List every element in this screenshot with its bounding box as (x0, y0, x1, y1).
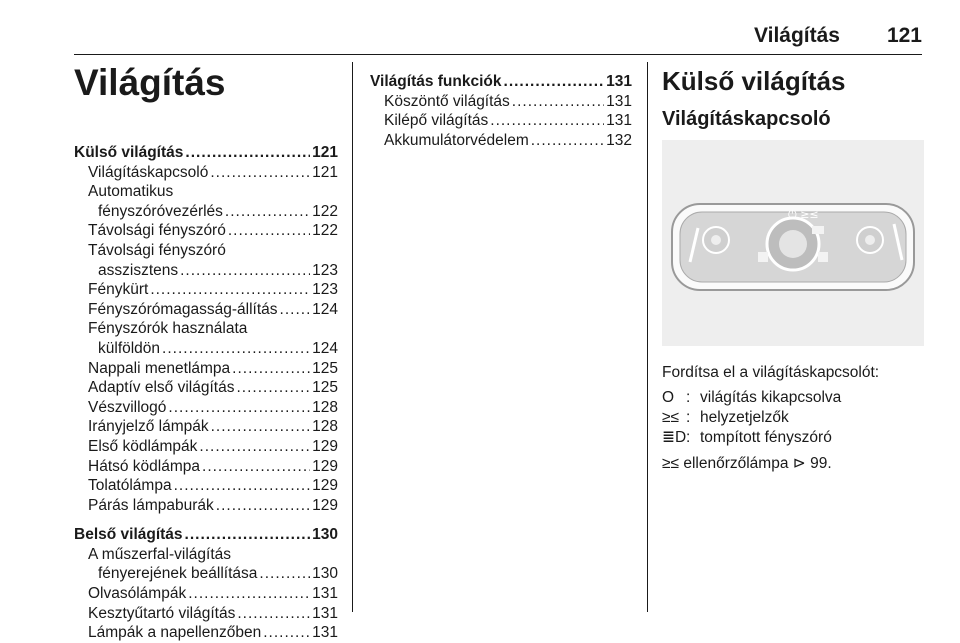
toc-entry[interactable] (74, 496, 338, 516)
toc-entry-title: Olvasólámpák (88, 585, 187, 603)
toc-dot-leader (236, 378, 310, 398)
toc-entry-title: Belső világítás (74, 526, 183, 544)
svg-text:⏻ ≥≤: ⏻ ≥≤ (788, 208, 819, 221)
toc-dot-leader (180, 261, 310, 281)
toc-entry-title: Fényszórók használata (88, 320, 248, 338)
light-switch-figure (662, 140, 924, 346)
toc-entry-page: 128 (312, 398, 338, 416)
toc-dot-leader (216, 496, 310, 516)
column-divider-2 (647, 62, 648, 612)
toc-entry-title: Hátsó ködlámpa (88, 457, 201, 475)
toc-dot-leader (512, 92, 604, 112)
toc-entry-page: 131 (606, 112, 632, 130)
toc-dot-leader (504, 72, 605, 92)
toc-entry-page: 122 (312, 222, 338, 240)
light-switch-illustration (662, 140, 924, 346)
toc-entry-title: Távolsági fényszóró (88, 222, 226, 240)
toc-entry[interactable] (74, 437, 338, 457)
column-divider-1 (352, 62, 353, 612)
toc-entry-page: 131 (606, 92, 632, 110)
toc-entry-page: 130 (312, 526, 338, 544)
legend-row (662, 428, 841, 448)
toc-entry[interactable] (74, 398, 338, 418)
toc-entry-page: 131 (312, 585, 338, 603)
section-heading: Külső világítás (662, 66, 846, 96)
toc-entry[interactable] (370, 111, 632, 131)
toc-entry-title: Lámpák a napellenzőben (88, 624, 262, 642)
toc-entry[interactable] (74, 221, 338, 241)
toc-entry[interactable] (74, 182, 338, 202)
toc-entry-page: 121 (312, 144, 338, 161)
legend-separator: : (686, 409, 691, 426)
toc-entry-page: 125 (312, 379, 338, 397)
reference-arrow-icon: ⊳ (792, 455, 806, 472)
legend-text: világítás kikapcsolva (700, 389, 842, 406)
legend-separator: : (686, 389, 691, 406)
toc-entry-title: Fénykürt (88, 281, 149, 299)
legend-symbol-icon: ≣D (662, 429, 687, 446)
toc-dot-leader (150, 280, 310, 300)
header-title: Világítás (754, 24, 840, 47)
toc-dot-leader (225, 202, 310, 222)
switch-caption: Fordítsa el a világításkapcsolót: (662, 364, 880, 381)
toc-entry[interactable] (74, 319, 338, 339)
toc-entry-page: 123 (312, 281, 338, 299)
toc-dot-leader (280, 300, 311, 320)
toc-entry-title: Köszöntő világítás (384, 92, 510, 110)
legend-row (662, 388, 841, 408)
toc-dot-leader (490, 111, 604, 131)
toc-entry-title: fényszóróvezérlés (98, 202, 223, 220)
toc-entry[interactable] (74, 163, 338, 183)
toc-dot-leader (162, 339, 310, 359)
legend-symbol-icon: O (662, 389, 675, 406)
toc-dot-leader (168, 398, 310, 418)
toc-entry[interactable] (74, 476, 338, 496)
toc-dot-leader (188, 584, 310, 604)
toc-entry-title: Külső világítás (74, 144, 184, 161)
legend-separator: : (686, 429, 691, 446)
toc-entry-title: Világításkapcsoló (88, 163, 209, 181)
toc-entry-page: 123 (312, 261, 338, 279)
toc-entry[interactable] (74, 300, 338, 320)
toc-entry-title: Kilépő világítás (384, 112, 489, 130)
legend-text: tompított fényszóró (700, 429, 832, 446)
toc-entry-title: Kesztyűtartó világítás (88, 604, 236, 622)
lamp-note (662, 454, 832, 473)
toc-entry-title: Akkumulátorvédelem (384, 131, 529, 149)
toc-left-column (74, 143, 338, 643)
toc-dot-leader (174, 476, 311, 496)
toc-list-left (74, 143, 338, 643)
toc-entry[interactable] (74, 525, 338, 545)
toc-entry[interactable] (74, 457, 338, 477)
toc-entry[interactable] (74, 417, 338, 437)
lamp-note-text: ellenőrzőlámpa (683, 455, 789, 472)
toc-dot-leader (199, 437, 310, 457)
toc-entry[interactable] (74, 339, 338, 359)
toc-dot-leader (228, 221, 310, 241)
toc-entry-page: 121 (312, 163, 338, 181)
toc-entry[interactable] (74, 584, 338, 604)
toc-entry[interactable] (74, 241, 338, 261)
side-lights-icon: ≥≤ (662, 455, 680, 472)
toc-entry-page: 128 (312, 418, 338, 436)
toc-entry[interactable] (74, 604, 338, 624)
toc-dot-leader (211, 417, 311, 437)
toc-entry-page: 131 (312, 604, 338, 622)
toc-entry-title: Nappali menetlámpa (88, 359, 231, 377)
toc-dot-leader (263, 623, 310, 643)
toc-entry-page: 131 (312, 624, 338, 642)
section-subheading: Világításkapcsoló (662, 108, 831, 130)
toc-entry-title: fényerejének beállítása (98, 565, 258, 583)
toc-dot-leader (185, 143, 310, 163)
toc-entry-title: Párás lámpaburák (88, 496, 214, 514)
toc-entry[interactable] (74, 261, 338, 281)
toc-entry-page: 130 (312, 565, 338, 583)
toc-entry-title: külföldön (98, 339, 161, 357)
header-rule (74, 54, 922, 55)
toc-entry-page: 125 (312, 359, 338, 377)
toc-entry-page: 129 (312, 477, 338, 495)
toc-list-middle (370, 72, 632, 150)
toc-entry-page: 129 (312, 457, 338, 475)
toc-entry[interactable] (370, 72, 632, 92)
symbol-legend (662, 388, 841, 448)
toc-entry-page: 122 (312, 202, 338, 220)
toc-dot-leader (232, 359, 310, 379)
toc-entry-title: Irányjelző lámpák (88, 418, 209, 436)
toc-entry-page: 124 (312, 339, 338, 357)
toc-entry-page: 129 (312, 437, 338, 455)
toc-entry[interactable] (370, 92, 632, 112)
toc-entry[interactable] (74, 202, 338, 222)
toc-entry-page: 132 (606, 131, 632, 149)
toc-entry[interactable] (74, 143, 338, 163)
toc-entry[interactable] (74, 564, 338, 584)
lamp-note-page: 99. (810, 455, 832, 472)
toc-entry[interactable] (74, 280, 338, 300)
toc-entry-page: 124 (312, 300, 338, 318)
page-title: Világítás (74, 62, 226, 103)
toc-entry[interactable] (74, 359, 338, 379)
toc-entry-title: Világítás funkciók (370, 73, 502, 90)
toc-entry-title: Fényszórómagasság-állítás (88, 300, 278, 318)
toc-dot-leader (202, 457, 310, 477)
page-number: 121 (886, 24, 922, 47)
toc-entry-title: Tolatólámpa (88, 477, 172, 495)
toc-entry-title: Adaptív első világítás (88, 379, 235, 397)
toc-middle-column (370, 72, 632, 150)
toc-entry-title: Vészvillogó (88, 398, 167, 416)
toc-entry[interactable] (74, 623, 338, 643)
toc-entry-title: A műszerfal-világítás (88, 545, 231, 563)
toc-dot-leader (210, 163, 310, 183)
toc-entry-title: Első ködlámpák (88, 437, 198, 455)
toc-entry[interactable] (370, 131, 632, 151)
legend-text: helyzetjelzők (700, 409, 789, 426)
toc-entry-page: 131 (606, 73, 632, 90)
toc-entry-title: Távolsági fényszóró (88, 241, 226, 259)
toc-dot-leader (531, 131, 604, 151)
toc-dot-leader (185, 525, 311, 545)
toc-dot-leader (237, 604, 310, 624)
toc-dot-leader (259, 564, 310, 584)
toc-entry[interactable] (74, 545, 338, 565)
legend-symbol-icon: ≥≤ (662, 409, 680, 426)
toc-entry-title: Automatikus (88, 183, 174, 201)
toc-entry[interactable] (74, 378, 338, 398)
toc-entry-title: asszisztens (98, 261, 179, 279)
legend-row (662, 408, 841, 428)
toc-entry-page: 129 (312, 496, 338, 514)
